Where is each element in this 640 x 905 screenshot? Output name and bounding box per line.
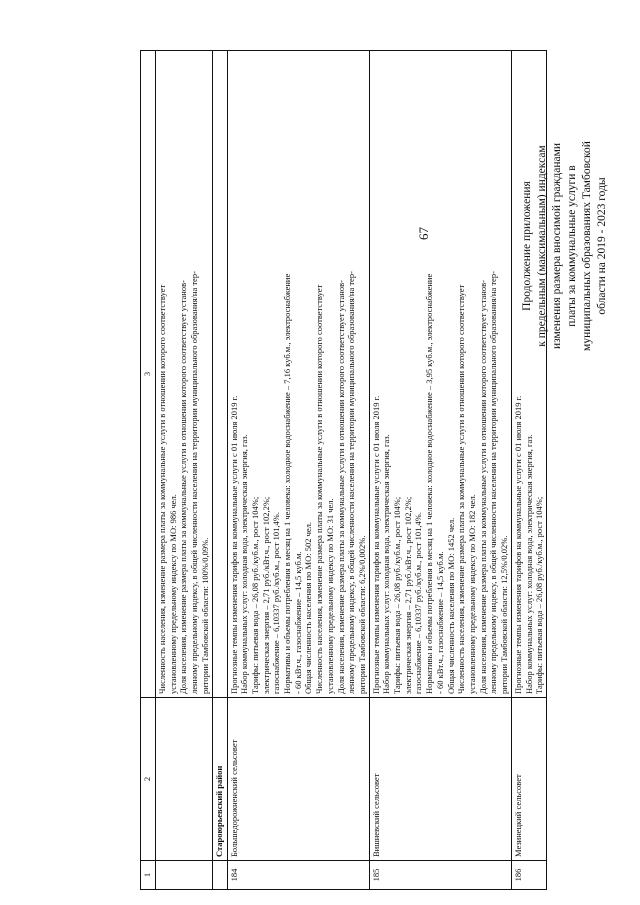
detail-line: установленному предельному индексу по МО: 31 чел.: [324, 498, 335, 694]
cell-details: [212, 51, 227, 698]
cell-num: [156, 861, 213, 890]
detail-line: электрическая энергия – 2,71 руб./кВт.ч., рост 102,2%;: [402, 496, 413, 694]
detail-line: Тарифы: питьевая вода – 26,08 руб./куб.м., рост 104%;: [392, 496, 403, 694]
table-row: [227, 51, 369, 890]
column-number-2: 2: [141, 698, 156, 861]
detail-line: газоснабжение – 6,10337 руб./куб.м., рост 101,4%.: [271, 512, 282, 694]
cell-details: [227, 51, 369, 698]
detail-line: Набор коммунальных услуг: холодная вода, электрическая энергия, газ.: [523, 434, 534, 694]
detail-line: Численность населения, изменение размера платы за коммунальные услуги в отношении которого соответствует: [456, 284, 467, 694]
heading-line: области на 2019 - 2023 годы: [596, 177, 608, 315]
detail-line: Доля населения, изменение размера платы за коммунальные услуги в отношении которого соответствует установ-: [178, 280, 189, 694]
detail-line: Общая численность населения по МО: 502 чел.: [303, 522, 314, 694]
table-header-row: [141, 51, 156, 890]
cell-details: [156, 51, 213, 698]
municipality-name: Большедорожненский сельсовет: [227, 698, 369, 861]
cell-num: [212, 861, 227, 890]
detail-line: Нормативы и объемы потребления в месяц на 1 человека: холодное водоснабжение – 3,95 куб.м., электроснабжение: [424, 273, 435, 694]
table-row: [511, 51, 546, 890]
detail-line: Доля населения, изменение размера платы за коммунальные услуги в отношении которого соответствует установ-: [335, 280, 346, 694]
rotated-table-wrapper: [140, 50, 580, 890]
row-number: 185: [369, 861, 511, 890]
indices-table: [140, 50, 547, 890]
column-number-3: 3: [141, 51, 156, 698]
detail-line: Нормативы и объемы потребления в месяц на 1 человека: холодное водоснабжение – 7,16 куб.м., электроснабжение: [282, 273, 293, 694]
row-number: 184: [227, 861, 369, 890]
district-row: [212, 51, 227, 890]
page-number: 67: [416, 227, 431, 240]
detail-line: газоснабжение – 6,10337 руб./куб.м., рост 101,4%.: [413, 512, 424, 694]
heading-line: платы за коммунальные услуги в: [566, 165, 578, 327]
detail-line: - 60 кВт.ч., газоснабжение – 14,5 куб.м.: [434, 551, 445, 694]
detail-line: Тарифы: питьевая вода – 26,08 руб./куб.м., рост 104%;: [249, 496, 260, 694]
detail-line: Общая численность населения по МО: 1452 чел.: [445, 517, 456, 694]
district-name: Староюрьевский район: [212, 698, 227, 861]
detail-line: установленному предельному индексу по МО: 182 чел.: [466, 494, 477, 694]
column-number-1: 1: [141, 861, 156, 890]
detail-line: ленному предельному индексу, в общей численности населения на территории муниципального образования/на тер-: [189, 271, 200, 694]
municipality-name: Вишневский сельсовет: [369, 698, 511, 861]
cell-details: [369, 51, 511, 698]
heading-line: к предельным (максимальным) индексам: [536, 145, 548, 347]
cell-details: [511, 51, 546, 698]
heading-line: Продолжение приложения: [521, 181, 533, 311]
detail-line: Прогнозные темпы изменения тарифов на коммунальные услуги с 01 июля 2019 г.: [512, 395, 523, 694]
heading-line: муниципальных образованиях Тамбовской: [581, 141, 593, 351]
detail-line: Прогнозные темпы изменения тарифов на коммунальные услуги с 01 июля 2019 г.: [370, 395, 381, 694]
row-number: 186: [511, 861, 546, 890]
detail-line: ленному предельному индексу, в общей численности населения на территории муниципального образования/на тер-: [346, 271, 357, 694]
table-row-continued: [156, 51, 213, 890]
detail-line: Набор коммунальных услуг: холодная вода, электрическая энергия, газ.: [381, 434, 392, 694]
heading-line: изменения размера вносимой гражданами: [551, 142, 563, 350]
detail-line: Численность населения, изменение размера платы за коммунальные услуги в отношении которого соответствует: [157, 284, 167, 694]
municipality-name: Мезинецкий сельсовет: [511, 698, 546, 861]
detail-line: установленному предельному индексу по МО: 986 чел.: [167, 494, 178, 694]
detail-line: Прогнозные темпы изменения тарифов на коммунальные услуги с 01 июля 2019 г.: [228, 395, 239, 694]
detail-line: - 60 кВт.ч., газоснабжение – 14,5 куб.м.: [292, 551, 303, 694]
detail-line: Численность населения, изменение размера платы за коммунальные услуги в отношении которого соответствует: [314, 284, 325, 694]
detail-line: электрическая энергия – 2,71 руб./кВт.ч., рост 102,2%;: [260, 496, 271, 694]
detail-line: ритории Тамбовской области: 6,2%/0,002%.: [356, 535, 367, 694]
table-row: [369, 51, 511, 890]
detail-line: ленному предельному индексу, в общей численности населения на территории муниципального образования/на тер-: [488, 271, 499, 694]
cell-name: [156, 698, 213, 861]
detail-line: ритории Тамбовской области: 12,5%/0,02%.: [499, 535, 510, 694]
detail-line: ритории Тамбовской области: 100%/0,09%.: [199, 537, 210, 694]
detail-line: Набор коммунальных услуг: холодная вода, электрическая энергия, газ.: [239, 434, 250, 694]
detail-line: Тарифы: питьевая вода – 26,08 руб./куб.м., рост 104%;: [534, 496, 545, 694]
detail-line: Доля населения, изменение размера платы за коммунальные услуги в отношении которого соответствует установ-: [477, 280, 488, 694]
